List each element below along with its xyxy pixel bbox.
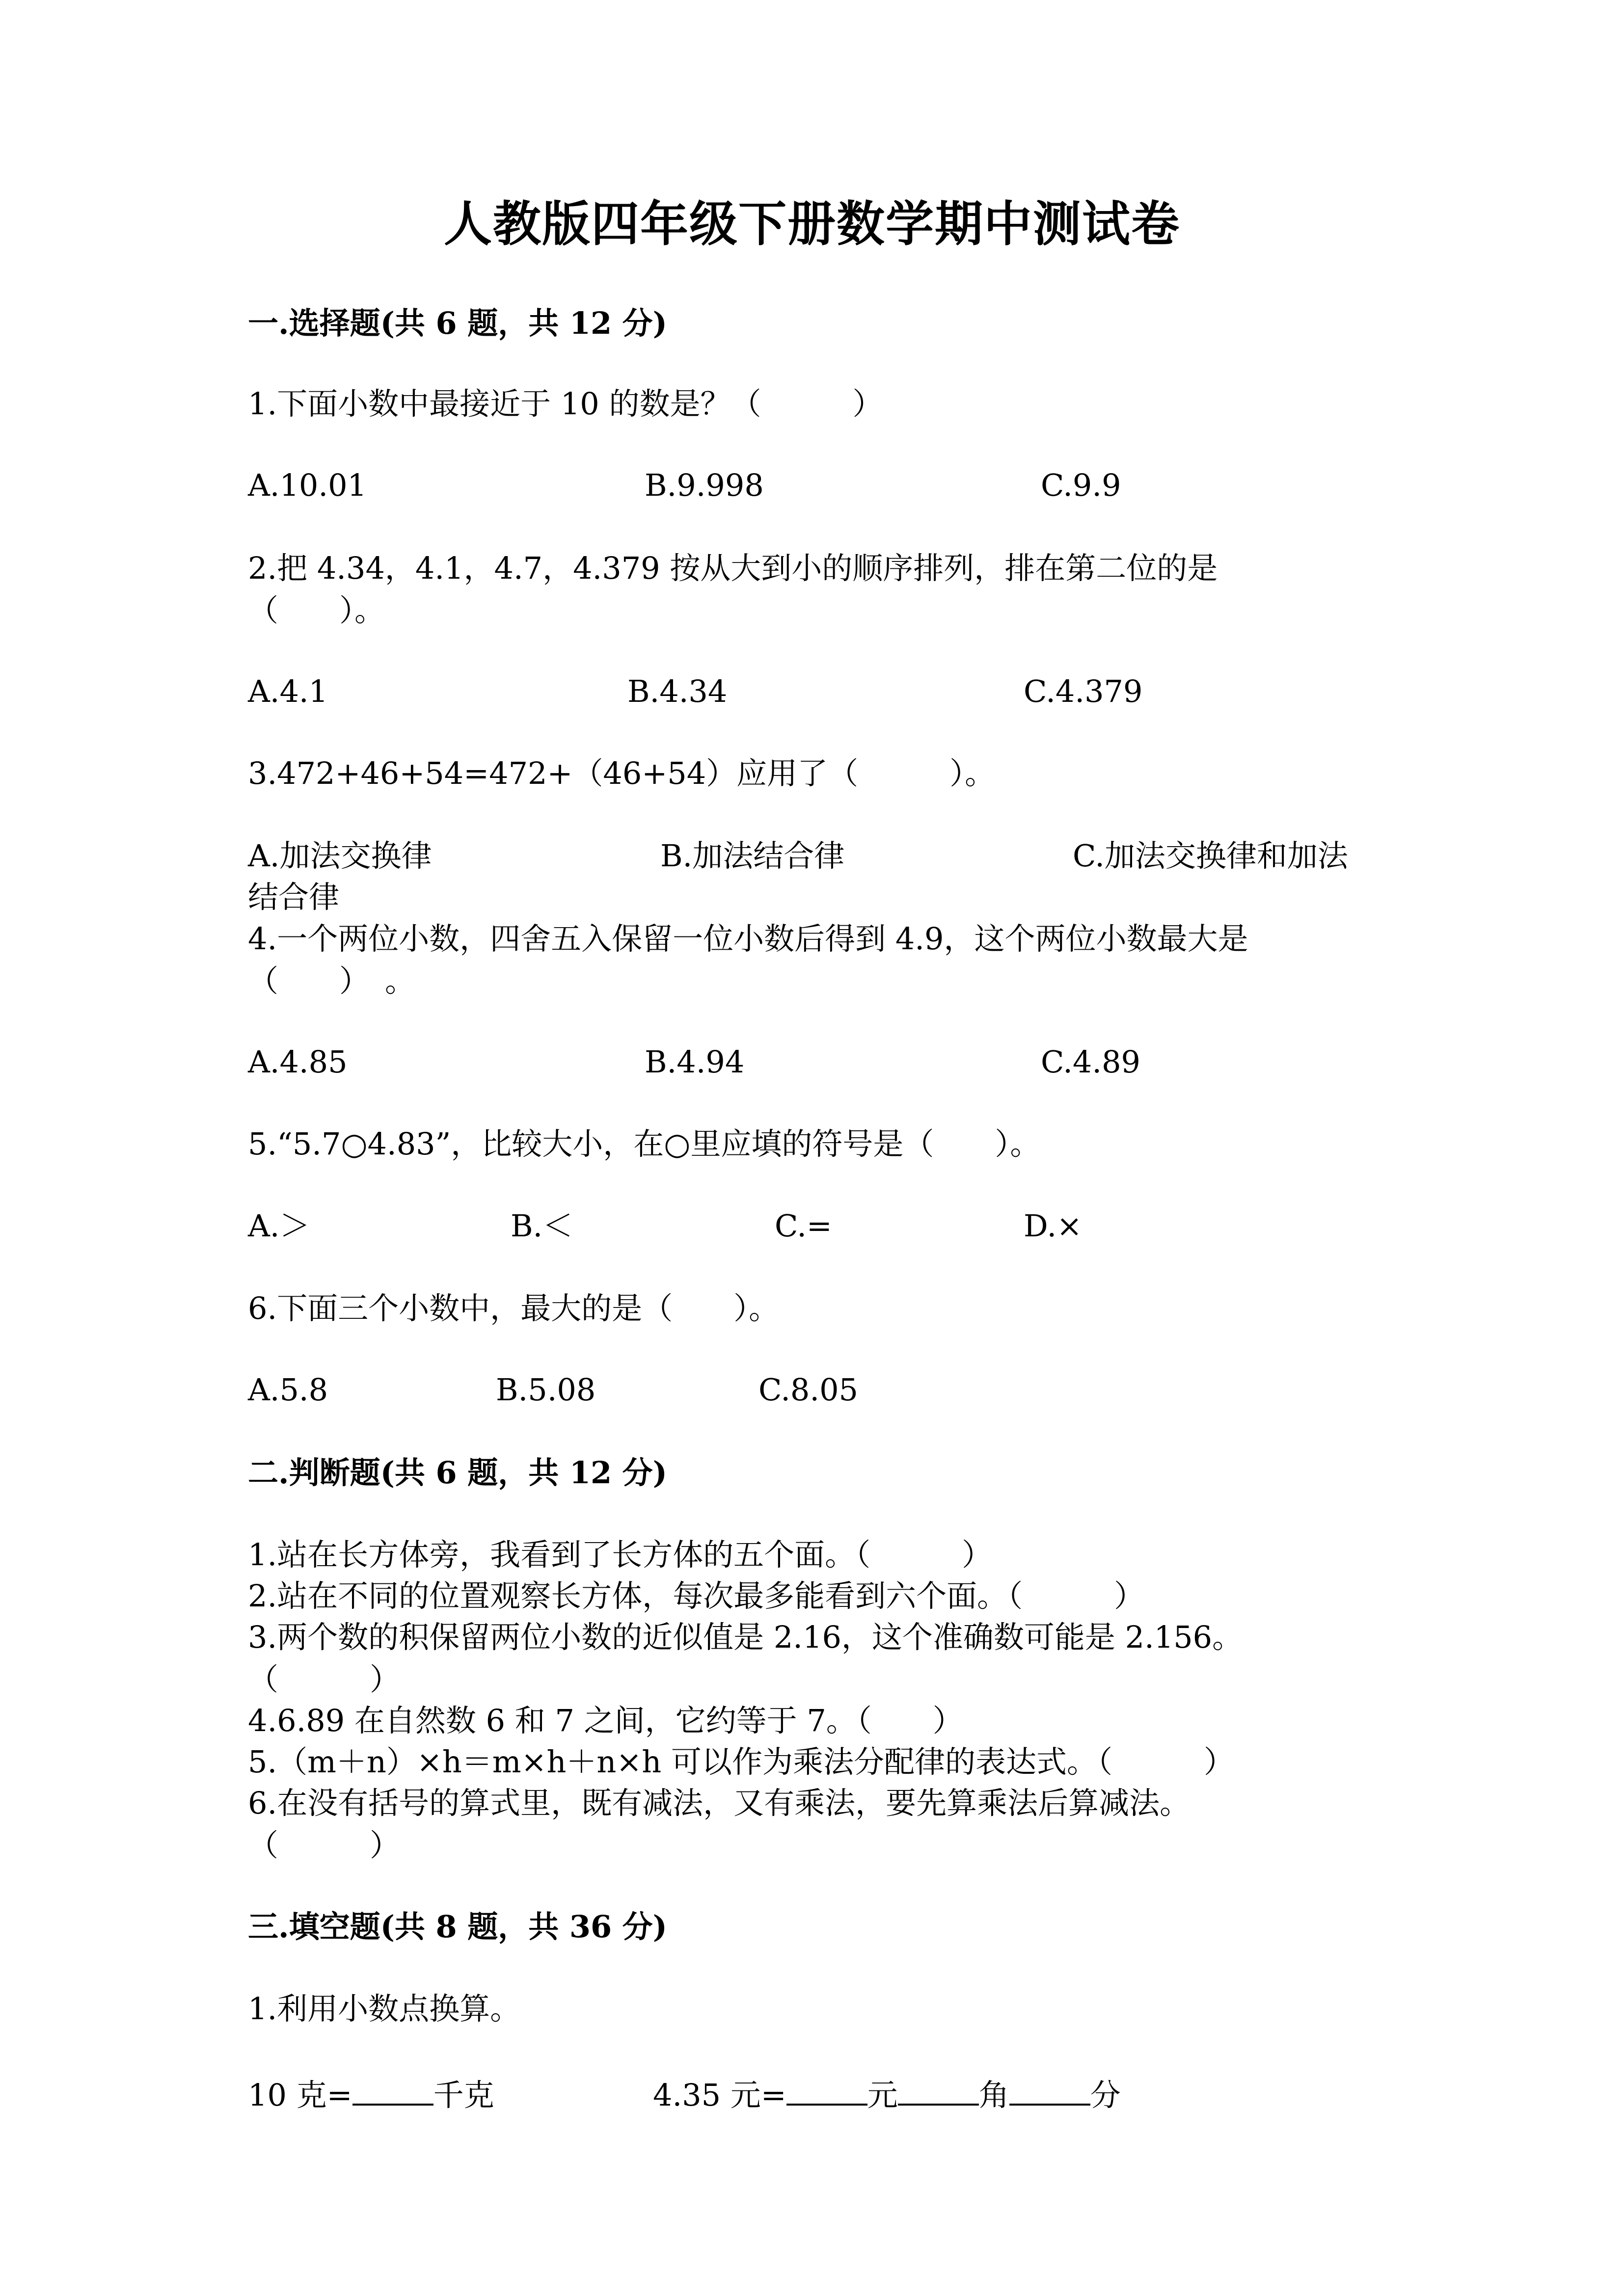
question-4-stem-line1: 4.一个两位小数，四舍五入保留一位小数后得到 4.9，这个两位小数最大是 — [248, 921, 1248, 957]
question-6-stem: 6.下面三个小数中，最大的是（ ）。 — [248, 1290, 780, 1326]
section-heading-judge: 二.判断题(共 6 题，共 12 分) — [248, 1455, 668, 1491]
question-4-option-c: C.4.89 — [1041, 1044, 1140, 1080]
answer-blank[interactable] — [1009, 2075, 1090, 2106]
page-title: 人教版四年级下册数学期中测试卷 — [443, 196, 1180, 252]
section-heading-choice: 一.选择题(共 6 题，共 12 分) — [248, 305, 668, 341]
question-2-option-b: B.4.34 — [627, 673, 728, 709]
question-1-option-a: A.10.01 — [248, 467, 367, 503]
judge-question-3-line2: （ ） — [248, 1661, 401, 1697]
question-1-option-c: C.9.9 — [1041, 467, 1121, 503]
question-4-stem-line2: （ ） 。 — [248, 963, 416, 999]
judge-question-6-line2: （ ） — [248, 1827, 401, 1863]
answer-blank[interactable] — [898, 2075, 979, 2106]
answer-blank[interactable] — [352, 2075, 433, 2106]
fill-question-1-part-1 — [248, 2075, 494, 2113]
question-5-option-d: D.× — [1024, 1208, 1083, 1244]
judge-question-2: 2.站在不同的位置观察长方体，每次最多能看到六个面。（ ） — [248, 1578, 1145, 1614]
question-6-option-a: A.5.8 — [248, 1372, 328, 1408]
fill-question-1-part-2 — [653, 2075, 1121, 2113]
question-6-option-b: B.5.08 — [496, 1372, 596, 1408]
question-1-option-b: B.9.998 — [645, 467, 764, 503]
question-5-option-a: A.＞ — [248, 1208, 310, 1244]
question-3-option-c-continued: 结合律 — [248, 879, 340, 915]
question-3-stem: 3.472+46+54=472+（46+54）应用了（ ）。 — [248, 755, 996, 791]
answer-blank[interactable] — [786, 2075, 867, 2106]
question-3-option-a: A.加法交换律 — [248, 838, 432, 874]
part-2-prefix: 4.35 元= — [653, 2077, 786, 2113]
part-1-prefix: 10 克= — [248, 2077, 352, 2113]
judge-question-5: 5.（m＋n）×h＝m×h＋n×h 可以作为乘法分配律的表达式。（ ） — [248, 1744, 1234, 1780]
part-2-unit-jiao: 角 — [978, 2077, 1009, 2113]
question-5-option-c: C.= — [775, 1208, 832, 1244]
judge-question-6-line1: 6.在没有括号的算式里，既有减法，又有乘法，要先算乘法后算减法。 — [248, 1785, 1191, 1821]
question-2-stem-line2: （ ）。 — [248, 592, 385, 628]
part-2-unit-yuan: 元 — [867, 2077, 898, 2113]
question-3-option-b: B.加法结合律 — [660, 838, 845, 874]
judge-question-3-line1: 3.两个数的积保留两位小数的近似值是 2.16，这个准确数可能是 2.156。 — [248, 1619, 1243, 1655]
question-1-stem: 1.下面小数中最接近于 10 的数是？（ ） — [248, 386, 883, 422]
judge-question-1: 1.站在长方体旁，我看到了长方体的五个面。（ ） — [248, 1537, 993, 1573]
question-5-stem: 5.“5.7○4.83”，比较大小，在○里应填的符号是（ ）。 — [248, 1126, 1041, 1162]
question-2-option-a: A.4.1 — [248, 673, 328, 709]
judge-question-4: 4.6.89 在自然数 6 和 7 之间，它约等于 7。（ ） — [248, 1703, 963, 1738]
question-4-option-b: B.4.94 — [645, 1044, 745, 1080]
question-2-option-c: C.4.379 — [1024, 673, 1143, 709]
question-6-option-c: C.8.05 — [758, 1372, 858, 1408]
question-5-option-b: B.＜ — [511, 1208, 573, 1244]
part-1-unit: 千克 — [433, 2077, 494, 2113]
fill-question-1-stem: 1.利用小数点换算。 — [248, 1991, 521, 2027]
question-4-option-a: A.4.85 — [248, 1044, 348, 1080]
part-2-unit-fen: 分 — [1090, 2077, 1121, 2113]
question-2-stem-line1: 2.把 4.34，4.1，4.7，4.379 按从大到小的顺序排列，排在第二位的是 — [248, 550, 1218, 586]
section-heading-fill: 三.填空题(共 8 题，共 36 分) — [248, 1909, 668, 1945]
question-3-option-c: C.加法交换律和加法 — [1073, 838, 1348, 874]
